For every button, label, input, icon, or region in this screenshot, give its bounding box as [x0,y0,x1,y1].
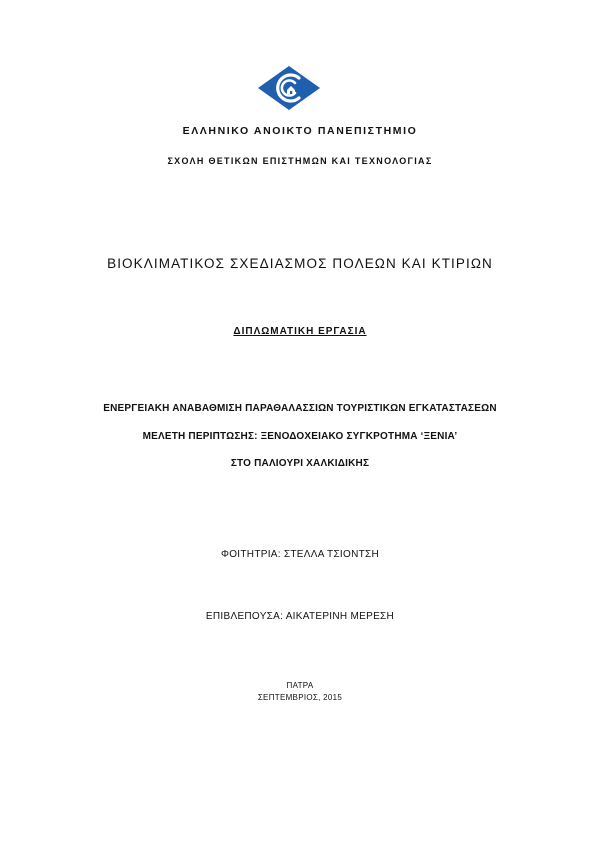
university-logo-icon [258,66,320,110]
university-name: ΕΛΛΗΝΙΚΟ ΑΝΟΙΚΤΟ ΠΑΝΕΠΙΣΤΗΜΙΟ [182,125,418,137]
thesis-title-line-3: ΣΤΟ ΠΑΛΙΟΥΡΙ ΧΑΛΚΙΔΙΚΗΣ [230,458,370,469]
school-name: ΣΧΟΛΗ ΘΕΤΙΚΩΝ ΕΠΙΣΤΗΜΩΝ ΚΑΙ ΤΕΧΝΟΛΟΓΙΑΣ [167,156,433,166]
student-name: ΦΟΙΤΗΤΡΙΑ: ΣΤΕΛΛΑ ΤΣΙΟΝΤΣΗ [220,549,380,560]
document-type: ΔΙΠΛΩΜΑΤΙΚΗ ΕΡΓΑΣΙΑ [233,326,367,337]
thesis-title-line-1: ΕΝΕΡΓΕΙΑΚΗ ΑΝΑΒΑΘΜΙΣΗ ΠΑΡΑΘΑΛΑΣΣΙΩΝ ΤΟΥΡΙΣΤΙΚΩΝ ΕΓΚΑΤΑΣΤΑΣΕΩΝ [103,403,497,414]
thesis-title-line-2: ΜΕΛΕΤΗ ΠΕΡΙΠΤΩΣΗΣ: ΞΕΝΟΔΟΧΕΙΑΚΟ ΣΥΓΚΡΟΤΗΜΑ ‘ΞΕΝΙΑ’ [142,431,458,442]
program-title: ΒΙΟΚΛΙΜΑΤΙΚΟΣ ΣΧΕΔΙΑΣΜΟΣ ΠΟΛΕΩΝ ΚΑΙ ΚΤΙΡΙΩΝ [107,256,493,271]
supervisor-name: ΕΠΙΒΛΕΠΟΥΣΑ: ΑΙΚΑΤΕΡΙΝΗ ΜΕΡΕΣΗ [205,611,395,622]
date: ΣΕΠΤΕΜΒΡΙΟΣ, 2015 [257,693,343,702]
city: ΠΑΤΡΑ [286,681,314,690]
